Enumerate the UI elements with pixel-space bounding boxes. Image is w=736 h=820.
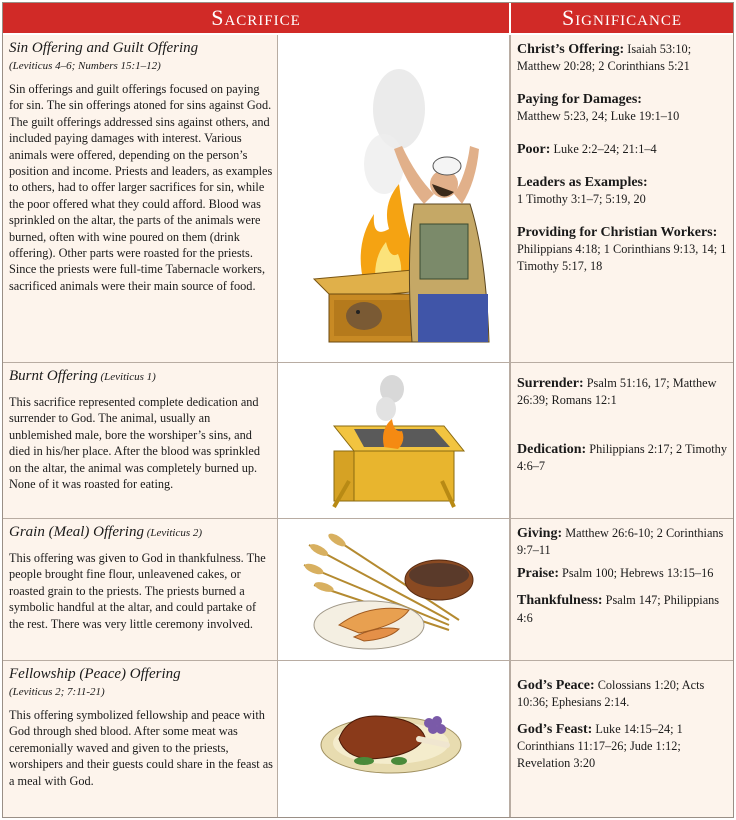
offering-body-text: This sacrifice represented complete dedication and surrender to God. The animal, usually an unblemished male, bore the worshiper’s sins, and died in his/her place. After the blood was sprinkled on the altar, the animal was completely burned up. None of it was roasted for eating. (9, 395, 260, 492)
offering-title: Fellowship (Peace) Offering (9, 666, 181, 682)
sacrifice-column-header: Sacrifice (3, 3, 511, 35)
grain-offering-significance (511, 519, 733, 661)
roast-meat-platter-illustration (278, 661, 511, 817)
significance-entry: Providing for Christian Workers: Philippians 4:18; 1 Corinthians 9:13, 14; 1 Timothy 5:17, 18 (517, 224, 727, 273)
significance-entry: Paying for Damages: Matthew 5:23, 24; Luke 19:1–10 (517, 91, 680, 124)
offering-body-text: Sin offerings and guilt offerings focused on paying for sin. The sin offerings atoned for sins against God. The guilt offerings addressed sins against others, and included paying damages with interest. Various animals were offered, depending on the person’s position and income. Priests and leaders, as examples to others, had to offer larger sacrifices for sin, while the poor offered what they could afford. Blood was sprinkled on the altar, the parts of the animals were burned, often with wine poured on them (drink offering). Other parts were roasted for the priests. Since the priests were full-time Tabernacle workers, sacrificed animals were their main source of food. (9, 82, 273, 293)
significance-entry: Giving: Matthew 26:6-10; 2 Corinthians 9:7–11 (517, 526, 724, 558)
priest-at-altar-illustration (278, 35, 511, 363)
offering-title: Grain (Meal) Offering (9, 524, 144, 540)
grain-and-bread-illustration (278, 519, 511, 661)
sacrifice-chart-table (2, 2, 734, 818)
significance-column-header: Significance (511, 3, 733, 35)
offering-title-ref: (Leviticus 1) (97, 371, 156, 383)
fellowship-offering-description (3, 661, 278, 817)
offering-body-text: This offering symbolized fellowship and peace with God through shed blood. After some meat was ceremonially waved and given to the priests, worshipers and their guests could share in the feast as a meal with God. (9, 708, 273, 788)
sin-offering-significance (511, 35, 733, 363)
significance-entry: Surrender: Psalm 51:16, 17; Matthew 26:39; Romans 12:1 (517, 376, 717, 408)
sin-offering-description (3, 35, 278, 363)
significance-entry: God’s Feast: Luke 14:15–24; 1 Corinthians 11:17–26; Jude 1:12; Revelation 3:20 (517, 721, 683, 770)
burning-altar-illustration (278, 363, 511, 519)
offering-scripture-ref: (Leviticus 2; 7:11-21) (9, 686, 105, 698)
significance-entry: Dedication: Philippians 2:17; 2 Timothy 4:6–7 (517, 441, 727, 474)
significance-entry: Thankfulness: Psalm 147; Philippians 4:6 (517, 593, 720, 625)
significance-entry: Poor: Luke 2:2–24; 21:1–4 (517, 141, 657, 157)
offering-scripture-ref: (Leviticus 4–6; Numbers 15:1–12) (9, 60, 161, 72)
grain-offering-description (3, 519, 278, 661)
significance-entry: Praise: Psalm 100; Hebrews 13:15–16 (517, 565, 714, 581)
fellowship-offering-significance (511, 661, 733, 817)
burnt-offering-significance (511, 363, 733, 519)
significance-entry: God’s Peace: Colossians 1:20; Acts 10:36; Ephesians 2:14. (517, 678, 705, 710)
offering-body-text: This offering was given to God in thankfulness. The people brought fine flour, unleavened cakes, or roasted grain to the priests. The priests burned a symbolic handful at the altar, and could partake of the rest. There was very little ceremony involved. (9, 551, 266, 631)
significance-entry: Christ’s Offering: Isaiah 53:10; Matthew 20:28; 2 Corinthians 5:21 (517, 42, 692, 74)
offering-title: Burnt Offering (9, 368, 98, 384)
burnt-offering-description (3, 363, 278, 519)
offering-title-ref: (Leviticus 2) (143, 527, 203, 539)
offering-title: Sin Offering and Guilt Offering (9, 40, 199, 56)
significance-entry: Leaders as Examples: 1 Timothy 3:1–7; 5:19, 20 (517, 175, 648, 207)
